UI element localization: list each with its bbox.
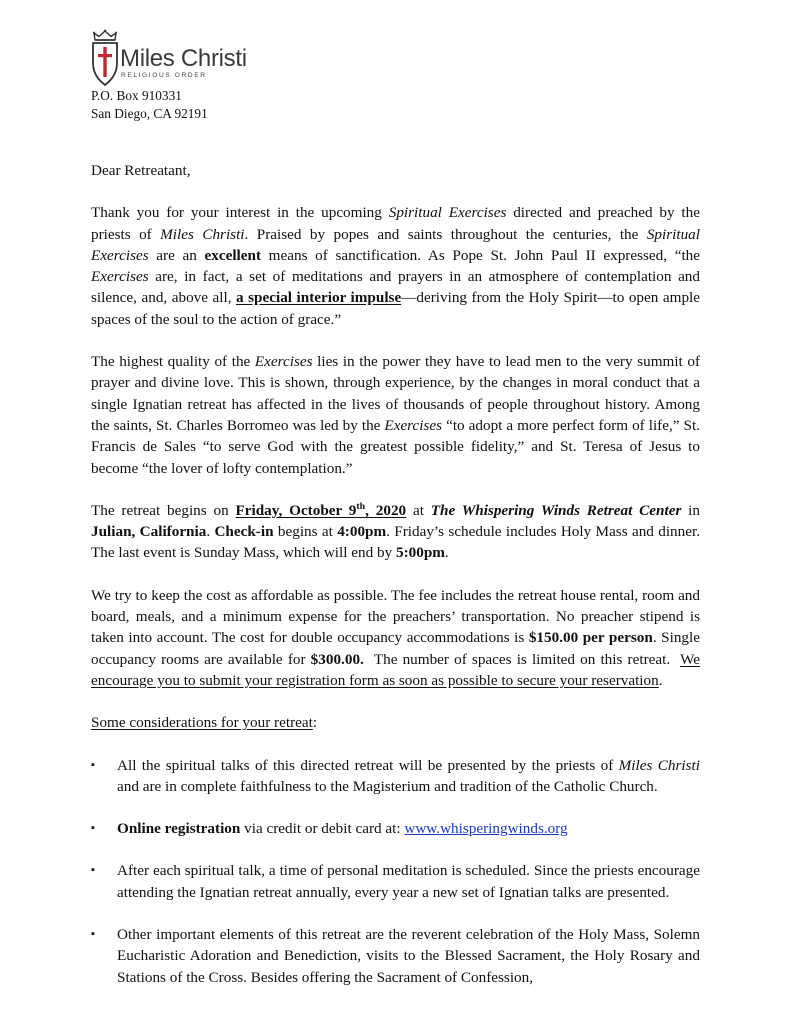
text-run: begins at [273, 523, 338, 541]
text-run: Other important elements of this retreat are the reverent celebration of the Holy Mass, Solemn Eucharistic Adoration and Benediction, visits to the Blessed Sacrament, the Holy Rosary and Stations of the Cross. Besides offering the Sacrament of Confession, [117, 926, 700, 986]
registration-link[interactable]: www.whisperingwinds.org [404, 820, 568, 838]
text-run: . Praised by popes and saints throughout the centuries, the [244, 225, 647, 243]
bullet-icon: ▪ [91, 864, 95, 877]
text-run: : [312, 714, 318, 732]
text-run: The highest quality of the [91, 353, 255, 371]
text-run: at [406, 501, 431, 519]
paragraph-intro [91, 202, 700, 330]
text-run: are an [148, 246, 205, 264]
return-address [91, 87, 208, 123]
paragraph-quality [91, 351, 700, 479]
text-run: and are in complete faithfulness to the Magisterium and tradition of the Catholic Church. [117, 777, 658, 795]
text-run: “to adopt a more perfect form of life,” St. Francis de Sales “to serve God with the greatest possible fidelity,” and St. Teresa of Jesus to become “the lover of lofty contemplation.” [91, 416, 700, 477]
italic-text: Exercises [254, 353, 313, 371]
venue-name: The Whispering Winds Retreat Center [430, 501, 682, 519]
crown-icon [93, 30, 117, 40]
text-run: means of sanctification. As Pope St. John Paul II expressed, “the [261, 246, 701, 264]
price-double: $150.00 per person [528, 629, 653, 647]
italic-text: Exercises [384, 416, 443, 434]
logo-subtitle: RELIGIOUS ORDER [121, 72, 207, 79]
text-run: . Single occupancy rooms are available for [91, 629, 700, 668]
address-line-2: San Diego, CA 92191 [91, 106, 208, 121]
text-run: in [681, 501, 700, 519]
list-item [91, 924, 700, 988]
text-run: All the spiritual talks of this directed retreat will be presented by the priests of [117, 756, 619, 774]
text-run: Thank you for your interest in the upcoming [91, 204, 389, 222]
bullet-icon: ▪ [91, 758, 95, 771]
price-single: $300.00. [310, 650, 364, 668]
shield-cross-icon [91, 29, 119, 89]
text-run: After each spiritual talk, a time of personal meditation is scheduled. Since the priests encourage attending the Ignatian retreat annually, every year a new set of Ignatian talks are presented. [117, 862, 700, 901]
text-run: . [444, 544, 449, 562]
text-run: directed and preached by the priests of [91, 204, 700, 243]
italic-text: Spiritual Exercises [91, 225, 700, 264]
bold-text: excellent [204, 246, 262, 264]
bullet-icon: ▪ [91, 822, 95, 835]
italic-text: Miles Christi [618, 756, 700, 774]
text-run: . [658, 671, 663, 689]
underlined-text: We encourage you to submit your registration form as soon as possible to secure your reservation [91, 650, 700, 689]
salutation: Dear Retreatant, [91, 162, 191, 179]
venue-location: Julian, California [91, 523, 207, 541]
text-run: lies in the power they have to lead men to the very summit of prayer and divine love. This is shown, through experience, by the changes in moral conduct that a single Ignatian retreat has affected in the lives of thousands of people throughout history. Among the saints, St. Charles Borromeo was led by the [91, 353, 701, 434]
logo-name: Miles Christi [120, 45, 247, 72]
paragraph-cost [91, 585, 700, 691]
italic-text: Exercises [91, 268, 149, 286]
bullet-icon: ▪ [91, 928, 95, 941]
checkin-label: Check-in [214, 523, 274, 541]
text-run: . [206, 523, 215, 541]
retreat-date: Friday, October 9th, 2020 [235, 500, 407, 519]
underlined-text: Some considerations for your retreat [91, 714, 313, 732]
considerations-heading [91, 712, 700, 733]
italic-text: Spiritual Exercises [388, 204, 507, 222]
bold-underlined-text: a special interior impulse [236, 289, 402, 307]
end-time: 5:00pm [395, 544, 445, 562]
letter-body [91, 160, 700, 988]
bold-text: Online registration [117, 820, 241, 838]
text-run: via credit or debit card at: [240, 820, 405, 838]
considerations-list [91, 755, 700, 988]
text-run: We try to keep the cost as affordable as possible. The fee includes the retreat house rental, room and board, meals, and a minimum expense for the preachers’ transportation. No preacher stipend is taken into account. The cost for double occupancy accommodations is [91, 586, 700, 647]
italic-text: Miles Christi [160, 225, 245, 243]
text-run: —deriving from the Holy Spirit—to open ample spaces of the soul to the action of grace.” [91, 289, 700, 328]
list-item [91, 860, 700, 903]
address-line-1: P.O. Box 910331 [91, 88, 182, 103]
text-run: The number of spaces is limited on this retreat. [363, 650, 681, 668]
text-run: . Friday’s schedule includes Holy Mass and dinner. The last event is Sunday Mass, which will end by [91, 523, 700, 562]
paragraph-schedule [91, 500, 700, 564]
text-run: are, in fact, a set of meditations and prayers in an atmosphere of contemplation and silence, and, above all, [91, 268, 700, 307]
miles-christi-logo [91, 29, 271, 89]
list-item [91, 755, 700, 798]
checkin-time: 4:00pm [337, 523, 387, 541]
text-run: The retreat begins on [91, 501, 236, 519]
list-item [91, 818, 700, 839]
